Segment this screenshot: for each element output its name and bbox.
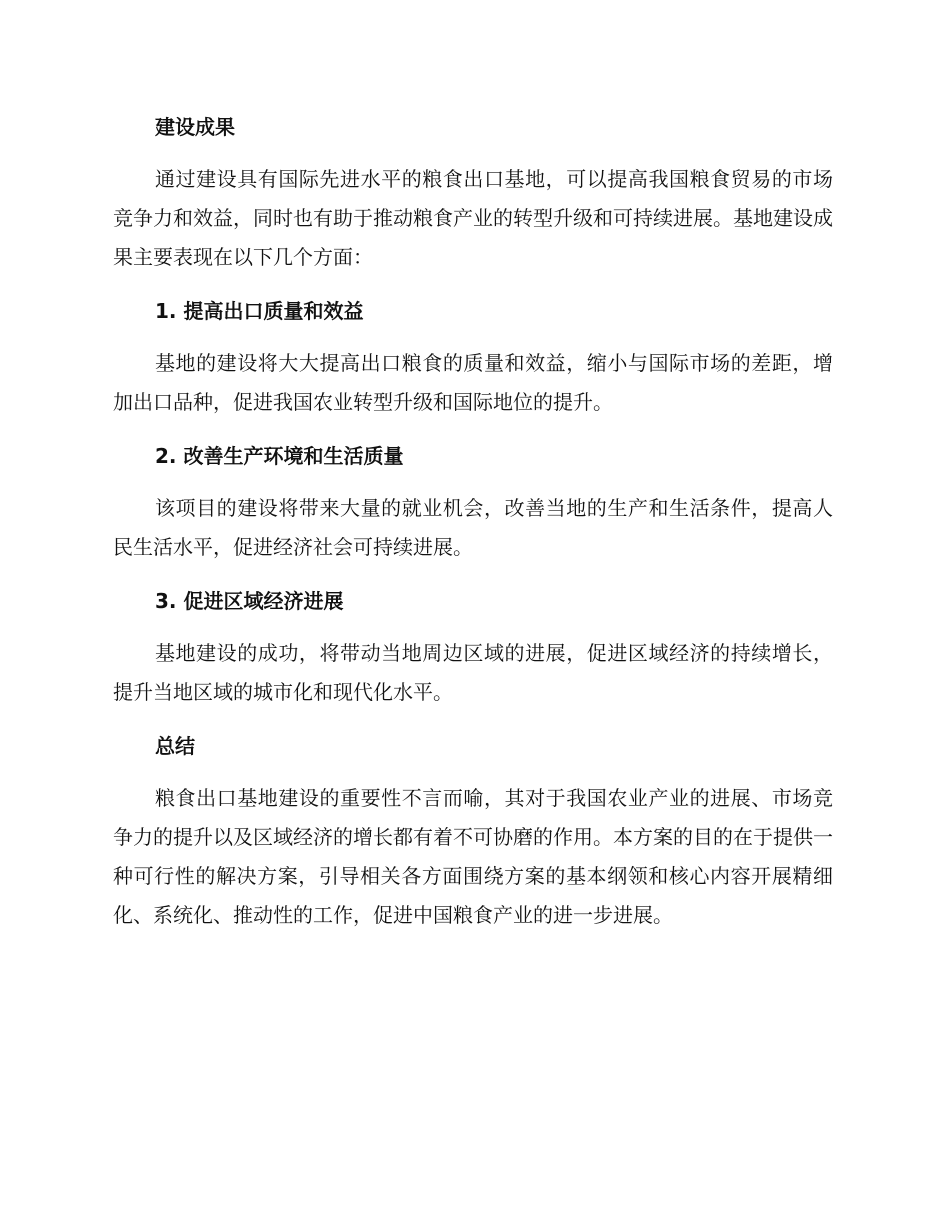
section-achievements (113, 106, 833, 290)
section-paragraph: 通过建设具有国际先进水平的粮食出口基地，可以提高我国粮食贸易的市场竞争力和效益，同时也有助于推动粮食产业的转型升级和可持续进展。基地建设成果主要表现在以下几个方面： (113, 167, 833, 269)
section-heading: 2. 改善生产环境和生活质量 (155, 444, 404, 468)
section-heading: 建设成果 (155, 115, 235, 139)
document-page (113, 106, 833, 935)
section-paragraph: 基地的建设将大大提高出口粮食的质量和效益，缩小与国际市场的差距，增加出口品种，促进我国农业转型升级和国际地位的提升。 (113, 351, 833, 414)
section-paragraph: 该项目的建设将带来大量的就业机会，改善当地的生产和生活条件，提高人民生活水平，促进经济社会可持续进展。 (113, 496, 833, 559)
section-export-quality (113, 290, 833, 435)
section-heading: 1. 提高出口质量和效益 (155, 299, 364, 323)
section-paragraph: 粮食出口基地建设的重要性不言而喻，其对于我国农业产业的进展、市场竞争力的提升以及区域经济的增长都有着不可协磨的作用。本方案的目的在于提供一种可行性的解决方案，引导相关各方面围绕方案的基本纲领和核心内容开展精细化、系统化、推动性的工作，促进中国粮食产业的进一步进展。 (113, 786, 833, 927)
section-living-quality (113, 435, 833, 580)
section-heading: 3. 促进区域经济进展 (155, 589, 344, 613)
section-regional-economy (113, 580, 833, 725)
section-heading: 总结 (155, 734, 195, 758)
section-paragraph: 基地建设的成功，将带动当地周边区域的进展，促进区域经济的持续增长，提升当地区域的城市化和现代化水平。 (113, 641, 833, 704)
section-summary (113, 725, 833, 935)
